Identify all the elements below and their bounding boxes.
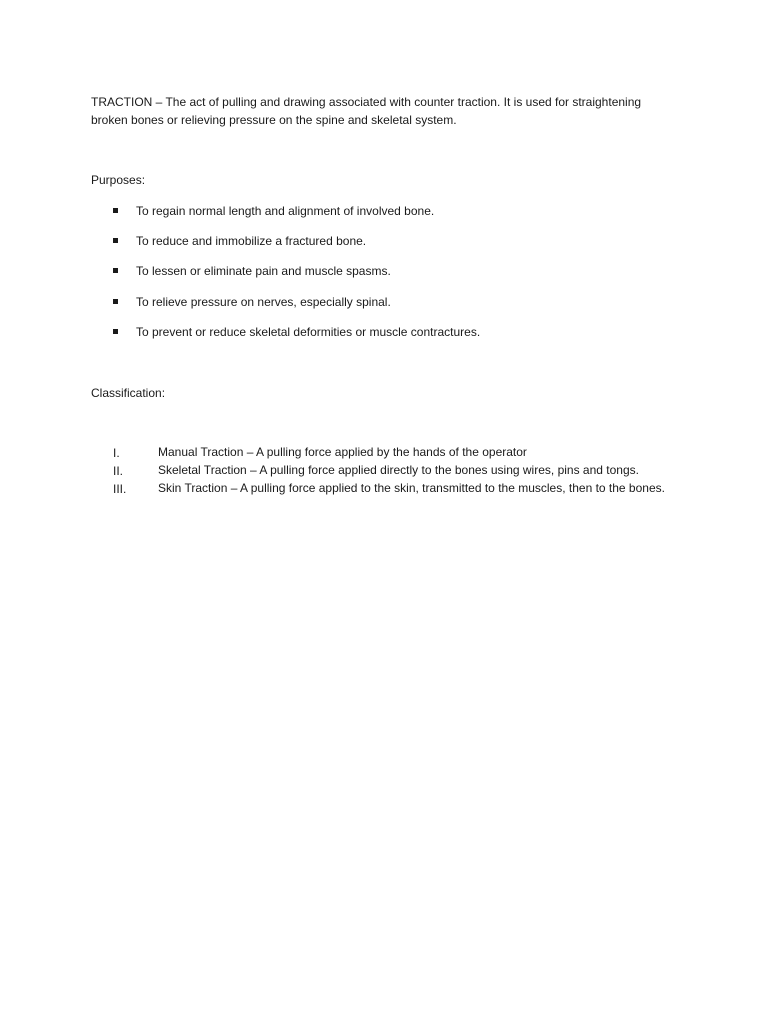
list-item-text: Skeletal Traction – A pulling force applied directly to the bones using wires, pins and tongs.: [158, 463, 639, 477]
intro-paragraph: TRACTION – The act of pulling and drawing associated with counter traction. It is used for straightening broken bones or relieving pressure on the spine and skeletal system.: [91, 95, 642, 127]
list-item: [0, 293, 660, 311]
list-item: [0, 232, 660, 250]
square-bullet-icon: [113, 329, 118, 334]
list-item-text: To prevent or reduce skeletal deformities or muscle contractures.: [136, 325, 481, 339]
list-item-text: To lessen or eliminate pain and muscle spasms.: [136, 264, 391, 278]
list-item: [0, 262, 660, 280]
list-item: [0, 202, 660, 220]
list-item-text: Manual Traction – A pulling force applied by the hands of the operator: [158, 445, 527, 459]
square-bullet-icon: [113, 299, 118, 304]
list-item-text: Skin Traction – A pulling force applied to the skin, transmitted to the muscles, then to the bones.: [158, 481, 665, 495]
classification-heading: Classification:: [91, 386, 166, 400]
purposes-heading: Purposes:: [91, 173, 146, 187]
square-bullet-icon: [113, 208, 118, 213]
list-item-number: I.: [113, 446, 120, 460]
list-item-text: To reduce and immobilize a fractured bone.: [136, 234, 367, 248]
list-item-text: To regain normal length and alignment of involved bone.: [136, 204, 435, 218]
square-bullet-icon: [113, 268, 118, 273]
square-bullet-icon: [113, 238, 118, 243]
list-item-number: II.: [113, 464, 124, 478]
list-item: [0, 323, 660, 341]
list-item-text: To relieve pressure on nerves, especially spinal.: [136, 295, 391, 309]
list-item-number: III.: [113, 482, 127, 496]
